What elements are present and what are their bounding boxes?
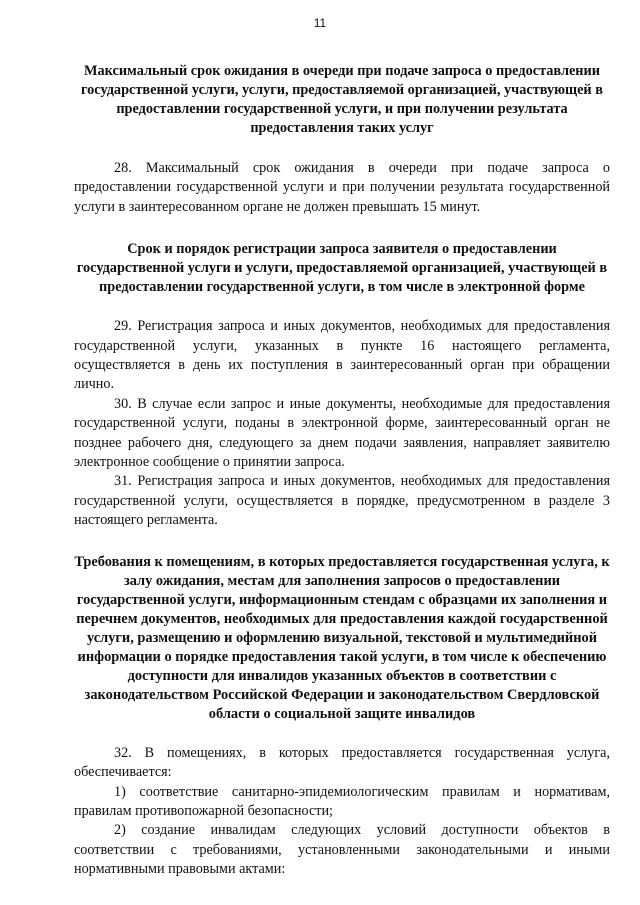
paragraph-32-item-1: 1) соответствие санитарно-эпидемиологическим правилам и нормативам, правилам противопожарной безопасности; xyxy=(74,783,610,819)
paragraph-29: 29. Регистрация запроса и иных документов, необходимых для предоставления государственной услуги, указанных в пункте 16 настоящего регламента, осуществляется в день их поступления в заинтересованный орган при обращении лично. xyxy=(74,318,610,393)
paragraph-32-item-2: 2) создание инвалидам следующих условий доступности объектов в соответствии с требованиями, установленными законодательными и иными нормативными правовыми актами: xyxy=(74,822,610,878)
paragraph-31: 31. Регистрация запроса и иных документов, необходимых для предоставления государственной услуги, осуществляется в порядке, предусмотренном в разделе 3 настоящего регламента. xyxy=(74,473,610,529)
paragraph-32: 32. В помещениях, в которых предоставляется государственная услуга, обеспечивается: xyxy=(74,744,610,781)
section-heading-registration: Срок и порядок регистрации запроса заявителя о предоставлении государственной услуги и услуги, предоставляемой организацией, участвующей в предоставлении государственной услуги, в том числе в электронной форме xyxy=(76,241,608,296)
paragraph-28: 28. Максимальный срок ожидания в очереди при подаче запроса о предоставлении государственной услуги и при получении результата государственной услуги в заинтересованном органе не должен превышать 15 минут. xyxy=(74,160,610,215)
paragraph-30: 30. В случае если запрос и иные документы, необходимые для предоставления государственной услуги, поданы в электронной форме, заинтересованный орган не позднее рабочего дня, следующего за днем подачи заявления, направляет заявителю электронное сообщение о принятии запроса. xyxy=(74,395,610,471)
page-number: 11 xyxy=(313,16,327,30)
document-body xyxy=(74,62,610,880)
section-heading-queue-time: Максимальный срок ожидания в очереди при подаче запроса о предоставлении государственной услуги, услуги, предоставляемой организацией, участвующей в предоставлении государственной услуги, и при получении результата предоставления таких услуг xyxy=(81,63,603,136)
section-heading-premises-requirements: Требования к помещениям, в которых предоставляется государственная услуга, к залу ожидания, местам для заполнения запросов о предоставлении государственной услуги, информационным стендам с образцами их заполнения и перечнем документов, необходимых для предоставления каждой государственной услуги, размещению и оформлению визуальной, текстовой и мультимедийной информации о порядке предоставления такой услуги, в том числе к обеспечению доступности для инвалидов указанных объектов в соответствии с законодательством Российской Федерации и законодательством Свердловской области о социальной защите инвалидов xyxy=(74,553,610,722)
